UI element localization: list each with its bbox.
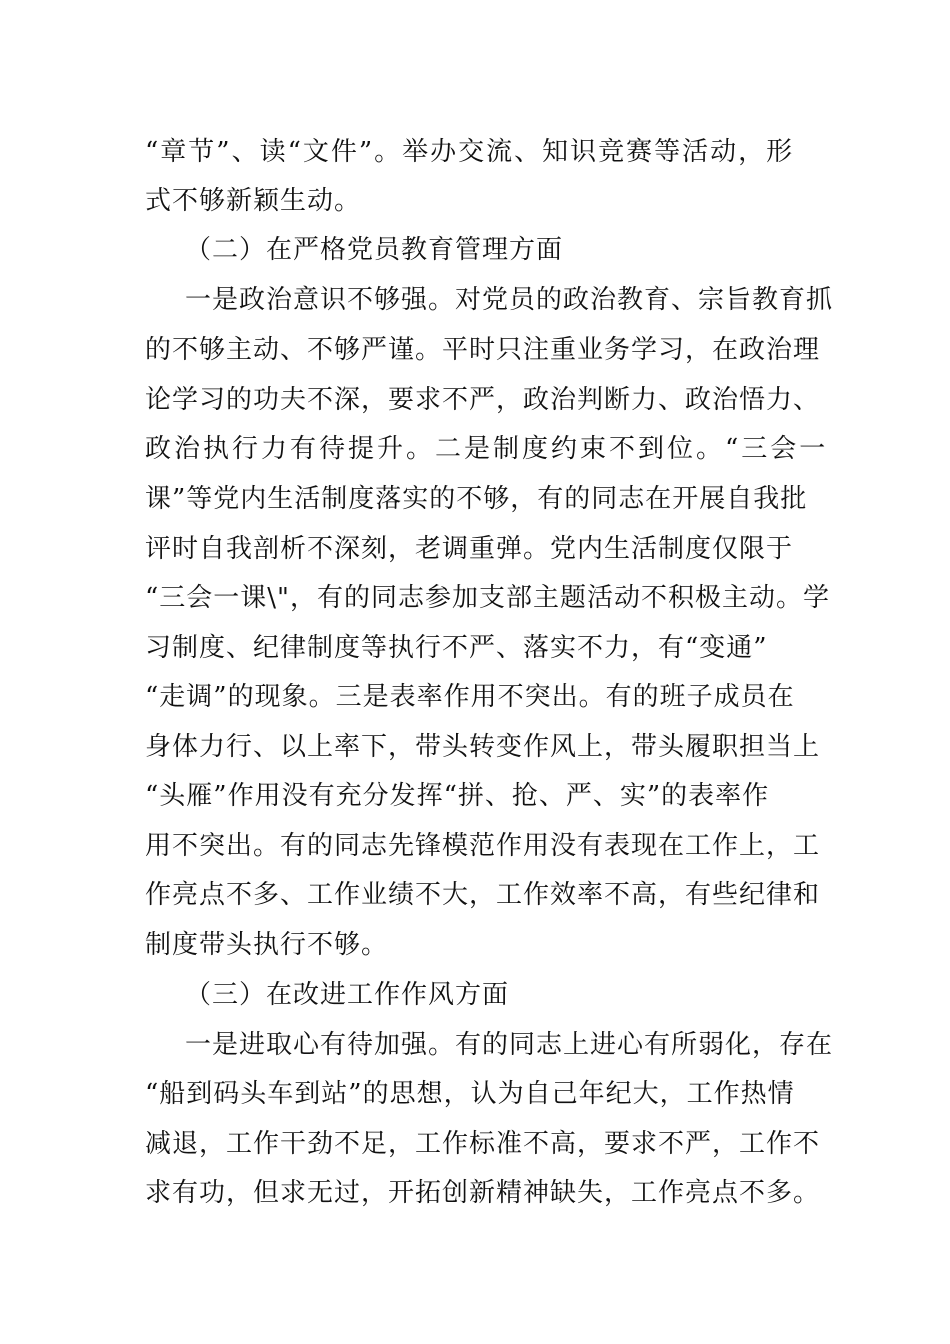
text-line: 身体力行、以上率下，带头转变作风上，带头履职担当上 [145,732,821,762]
text-line: 一是进取心有待加强。有的同志上进心有所弱化，存在 [185,1030,834,1060]
text-line: 式不够新颖生动。 [145,186,362,216]
text-line: 制度带头执行不够。 [145,930,389,960]
text-line: 课”等党内生活制度落实的不够，有的同志在开展自我批 [145,484,808,514]
section-heading: （二）在严格党员教育管理方面 [185,235,564,265]
text-line: “章节”、读“文件”。举办交流、知识竞赛等活动，形 [145,137,795,167]
text-line: “头雁”作用没有充分发挥“拼、抢、严、实”的表率作 [145,781,770,811]
text-line: 评时自我剖析不深刻，老调重弹。党内生活制度仅限于 [145,534,794,564]
text-line: 的不够主动、不够严谨。平时只注重业务学习，在政治理 [145,335,821,365]
text-line: 习制度、纪律制度等执行不严、落实不力，有“变通” [145,633,768,663]
section-heading: （三）在改进工作作风方面 [185,980,510,1010]
text-line: 论学习的功夫不深，要求不严，政治判断力、政治悟力、 [145,385,821,415]
text-line: 用不突出。有的同志先锋模范作用没有表现在工作上，工 [145,831,821,861]
text-line: “三会一课\"，有的同志参加支部主题活动不积极主动。学 [145,583,831,613]
text-line: 一是政治意识不够强。对党员的政治教育、宗旨教育抓 [185,285,834,315]
text-line: 作亮点不多、工作业绩不大，工作效率不高，有些纪律和 [145,880,821,910]
text-line: 减退，工作干劲不足，工作标准不高，要求不严，工作不 [145,1129,821,1159]
text-line: “走调”的现象。三是表率作用不突出。有的班子成员在 [145,682,795,712]
text-line: “船到码头车到站”的思想，认为自己年纪大，工作热情 [145,1079,795,1109]
text-line: 求有功，但求无过，开拓创新精神缺失，工作亮点不多。 [145,1178,821,1208]
text-line: 政治执行力有待提升。二是制度约束不到位。“三会一 [145,434,829,464]
